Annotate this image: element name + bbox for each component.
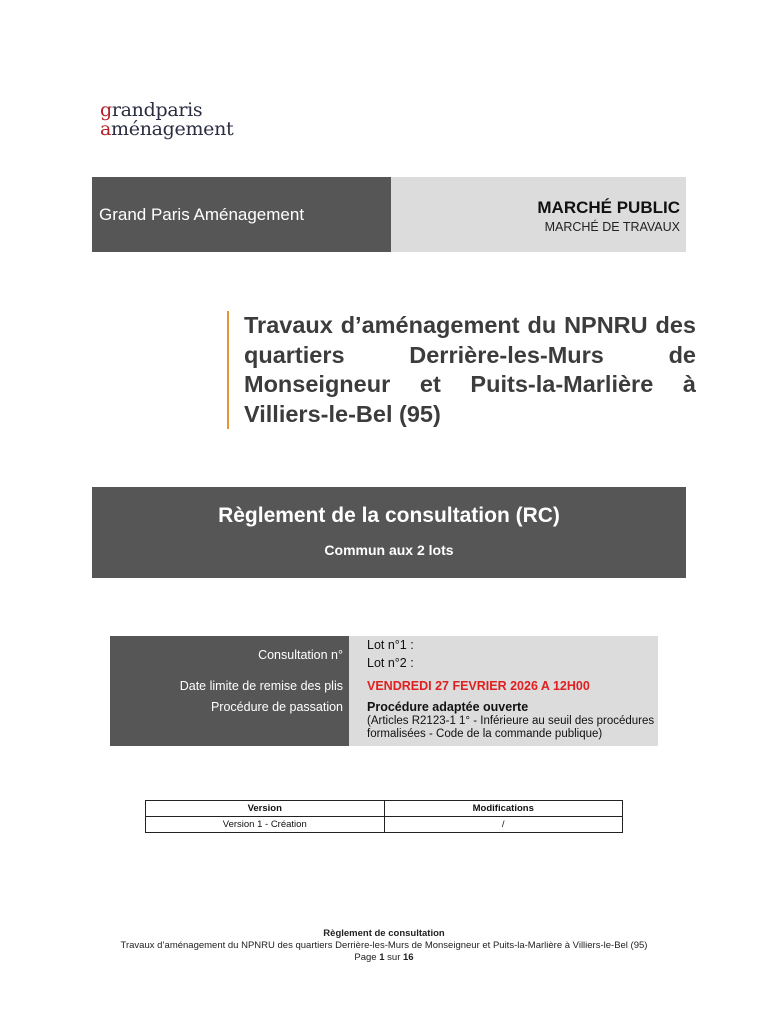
lot-1-value: Lot n°1 :	[367, 638, 414, 652]
document-title: Règlement de la consultation (RC)	[218, 504, 560, 527]
version-cell: Version 1 - Création	[146, 817, 385, 833]
logo-line-1: grandparis	[100, 99, 203, 121]
procedure-value: Procédure adaptée ouverte	[367, 700, 529, 714]
document-subtitle: Commun aux 2 lots	[324, 542, 454, 558]
market-type: MARCHÉ PUBLIC	[537, 198, 680, 217]
version-column-header: Version	[146, 801, 385, 817]
page-sep: sur	[387, 952, 401, 963]
footer-title: Règlement de consultation	[323, 928, 445, 939]
procedure-note-line-2: formalisées - Code de la commande publique)	[367, 728, 603, 740]
version-table-header-row	[146, 801, 623, 817]
footer-project: Travaux d’aménagement du NPNRU des quartiers Derrière-les-Murs de Monseigneur et Puits-la-Marlière à Villiers-le-Bel (95)	[120, 940, 648, 951]
table-row	[146, 817, 623, 833]
organization-label: Grand Paris Aménagement	[99, 204, 305, 224]
header-band	[92, 177, 686, 252]
document-title-band	[92, 487, 686, 578]
page-number	[0, 952, 768, 964]
company-logo	[100, 101, 233, 139]
deadline-value: VENDREDI 27 FEVRIER 2026 A 12H00	[367, 679, 590, 693]
page-total: 16	[403, 952, 414, 963]
procedure-label: Procédure de passation	[210, 700, 343, 714]
info-values-column	[349, 636, 658, 746]
consultation-number-label: Consultation n°	[258, 648, 343, 662]
lot-2-value: Lot n°2 :	[367, 656, 414, 670]
info-labels-column	[110, 636, 349, 746]
logo-line-2: aménagement	[100, 118, 234, 140]
market-type-panel	[391, 177, 686, 252]
page-current: 1	[379, 952, 385, 963]
modifications-cell: /	[384, 817, 623, 833]
procedure-note-line-1: (Articles R2123-1 1° - Inférieure au seuil des procédures	[367, 715, 655, 727]
modifications-column-header: Modifications	[384, 801, 623, 817]
project-title: Travaux d’aménagement du NPNRU des quartiers Derrière-les-Murs de Monseigneur et Puits-la-Marlière à Villiers-le-Bel (95)	[227, 311, 696, 429]
version-history-table	[145, 800, 623, 833]
page-prefix: Page	[354, 952, 377, 963]
organization-name	[92, 177, 391, 252]
consultation-info-table	[110, 636, 658, 746]
deadline-label: Date limite de remise des plis	[179, 679, 343, 693]
page-footer	[0, 928, 768, 964]
market-subtype: MARCHÉ DE TRAVAUX	[544, 220, 680, 234]
